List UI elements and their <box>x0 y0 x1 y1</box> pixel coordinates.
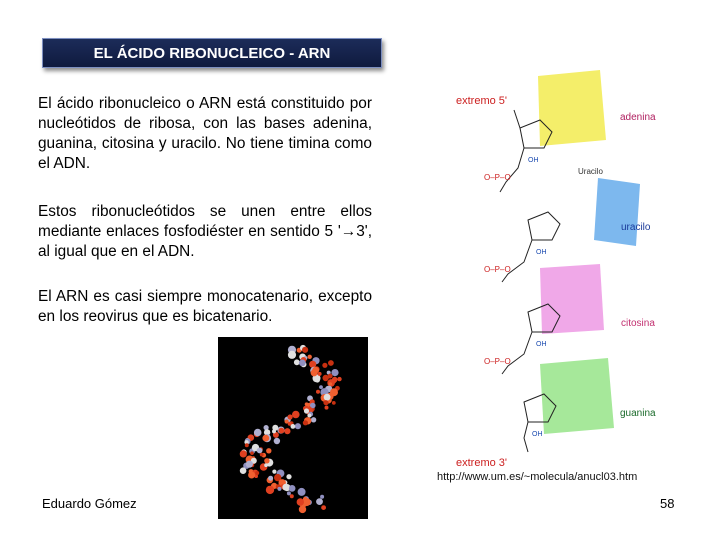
arrow-right-icon: → <box>340 223 357 240</box>
uracilo-base <box>594 178 640 246</box>
molecule-atom <box>289 485 296 492</box>
molecule-atom <box>322 363 327 368</box>
rna-molecule-image <box>218 337 368 519</box>
molecule-atom <box>240 467 247 474</box>
molecule-atom <box>305 402 309 406</box>
molecule-atom <box>332 377 338 383</box>
molecule-atom <box>304 408 309 413</box>
phosphate-3: O–P–O <box>484 357 511 366</box>
paragraph-bonds-start: Estos ribonucleótidos se unen entre ellos mediante enlaces fosfodiéster en sentido 5 ' <box>38 203 372 240</box>
molecule-atom <box>290 494 294 498</box>
paragraph-definition: El ácido ribonucleico o ARN está constituido por nucleótidos de ribosa, con las bases adenina, guanina, citosina y uracilo. No tiene timina como el ADN. <box>38 95 372 172</box>
molecule-atom <box>295 423 301 429</box>
paragraph-bonds <box>38 202 372 262</box>
molecule-atom <box>266 486 274 494</box>
molecule-atom <box>331 369 338 376</box>
label-3-prime: extremo 3' <box>456 457 508 469</box>
ribose-2 <box>528 212 560 240</box>
molecule-atom <box>329 382 333 386</box>
slide-title-text: EL ÁCIDO RIBONUCLEICO - ARN <box>93 44 331 62</box>
page-number: 58 <box>660 496 675 511</box>
molecule-atom <box>248 472 255 479</box>
label-adenina: adenina <box>620 112 656 123</box>
label-citosina: citosina <box>621 318 655 329</box>
molecule-atom <box>287 491 291 495</box>
molecule-atom <box>268 476 273 481</box>
molecule-atom <box>328 374 333 379</box>
molecule-atom <box>274 438 280 444</box>
molecule-atom <box>332 401 336 405</box>
molecule-atom <box>260 453 264 457</box>
paragraph-strands: El ARN es casi siempre monocatenario, excepto en los reovirus que es bicatenario. <box>38 288 372 325</box>
phosphate-2: O–P–O <box>484 265 511 274</box>
svg-text:OH: OH <box>536 341 547 348</box>
molecule-atom <box>292 411 300 419</box>
molecule-atom <box>299 506 306 513</box>
molecule-atom <box>278 487 282 491</box>
molecule-atom <box>302 347 308 353</box>
svg-text:OH: OH <box>532 431 543 438</box>
molecule-atom <box>272 429 276 433</box>
molecule-atom <box>316 498 323 505</box>
molecule-atom <box>284 428 290 434</box>
molecule-atom <box>266 448 271 453</box>
molecule-atom <box>311 417 316 422</box>
author-name: Eduardo Gómez <box>42 496 137 511</box>
molecule-atom <box>264 463 268 467</box>
label-uracilo: uracilo <box>621 222 651 233</box>
source-url: http://www.um.es/~molecula/anucl03.htm <box>437 471 638 483</box>
paragraph-bonds-end: 3', al igual que en el ADN. <box>38 223 372 260</box>
molecule-atom <box>240 450 247 457</box>
molecule-atom <box>324 394 331 401</box>
molecule-atom <box>321 505 326 510</box>
svg-text:OH: OH <box>528 157 539 164</box>
molecule-atom <box>264 458 269 463</box>
molecule-atom <box>319 385 323 389</box>
molecule-atom <box>294 359 300 365</box>
molecule-atom <box>298 488 306 496</box>
molecule-atom <box>308 355 312 359</box>
molecule-atom <box>286 474 291 479</box>
molecule-atom <box>288 351 296 359</box>
molecule-atom <box>282 484 289 491</box>
molecule-atom <box>325 406 329 410</box>
label-uracilo-small: Uracilo <box>578 167 603 176</box>
molecule-atom <box>307 414 311 418</box>
molecule-atom <box>311 369 318 376</box>
guanina-base <box>540 358 614 434</box>
label-5-prime: extremo 5' <box>456 95 508 107</box>
molecule-atom <box>297 498 304 505</box>
molecule-atom <box>320 495 324 499</box>
molecule-atom <box>303 420 308 425</box>
molecule-atom <box>255 471 259 475</box>
citosina-base <box>540 264 604 334</box>
molecule-atom <box>323 400 328 405</box>
rna-chain-diagram <box>428 68 680 488</box>
molecule-atom <box>262 435 269 442</box>
phosphate-1: O–P–O <box>484 173 511 182</box>
molecule-atom <box>245 443 249 447</box>
adenina-base <box>538 70 606 146</box>
molecule-atom <box>315 378 320 383</box>
svg-text:OH: OH <box>536 249 547 256</box>
molecule-atom <box>250 451 254 455</box>
molecule-atom <box>254 429 262 437</box>
molecule-atom <box>316 390 320 394</box>
label-guanina: guanina <box>620 408 656 419</box>
molecule-atom <box>272 470 276 474</box>
molecule-atom <box>291 424 296 429</box>
molecule-atom <box>299 360 306 367</box>
molecule-atom <box>257 448 263 454</box>
slide-title <box>42 38 382 68</box>
molecule-atom <box>288 414 293 419</box>
molecule-atom <box>328 360 334 366</box>
molecule-atom <box>246 461 253 468</box>
molecule-atom <box>337 377 341 381</box>
molecule-atom <box>318 372 322 376</box>
molecule-atom <box>279 428 285 434</box>
